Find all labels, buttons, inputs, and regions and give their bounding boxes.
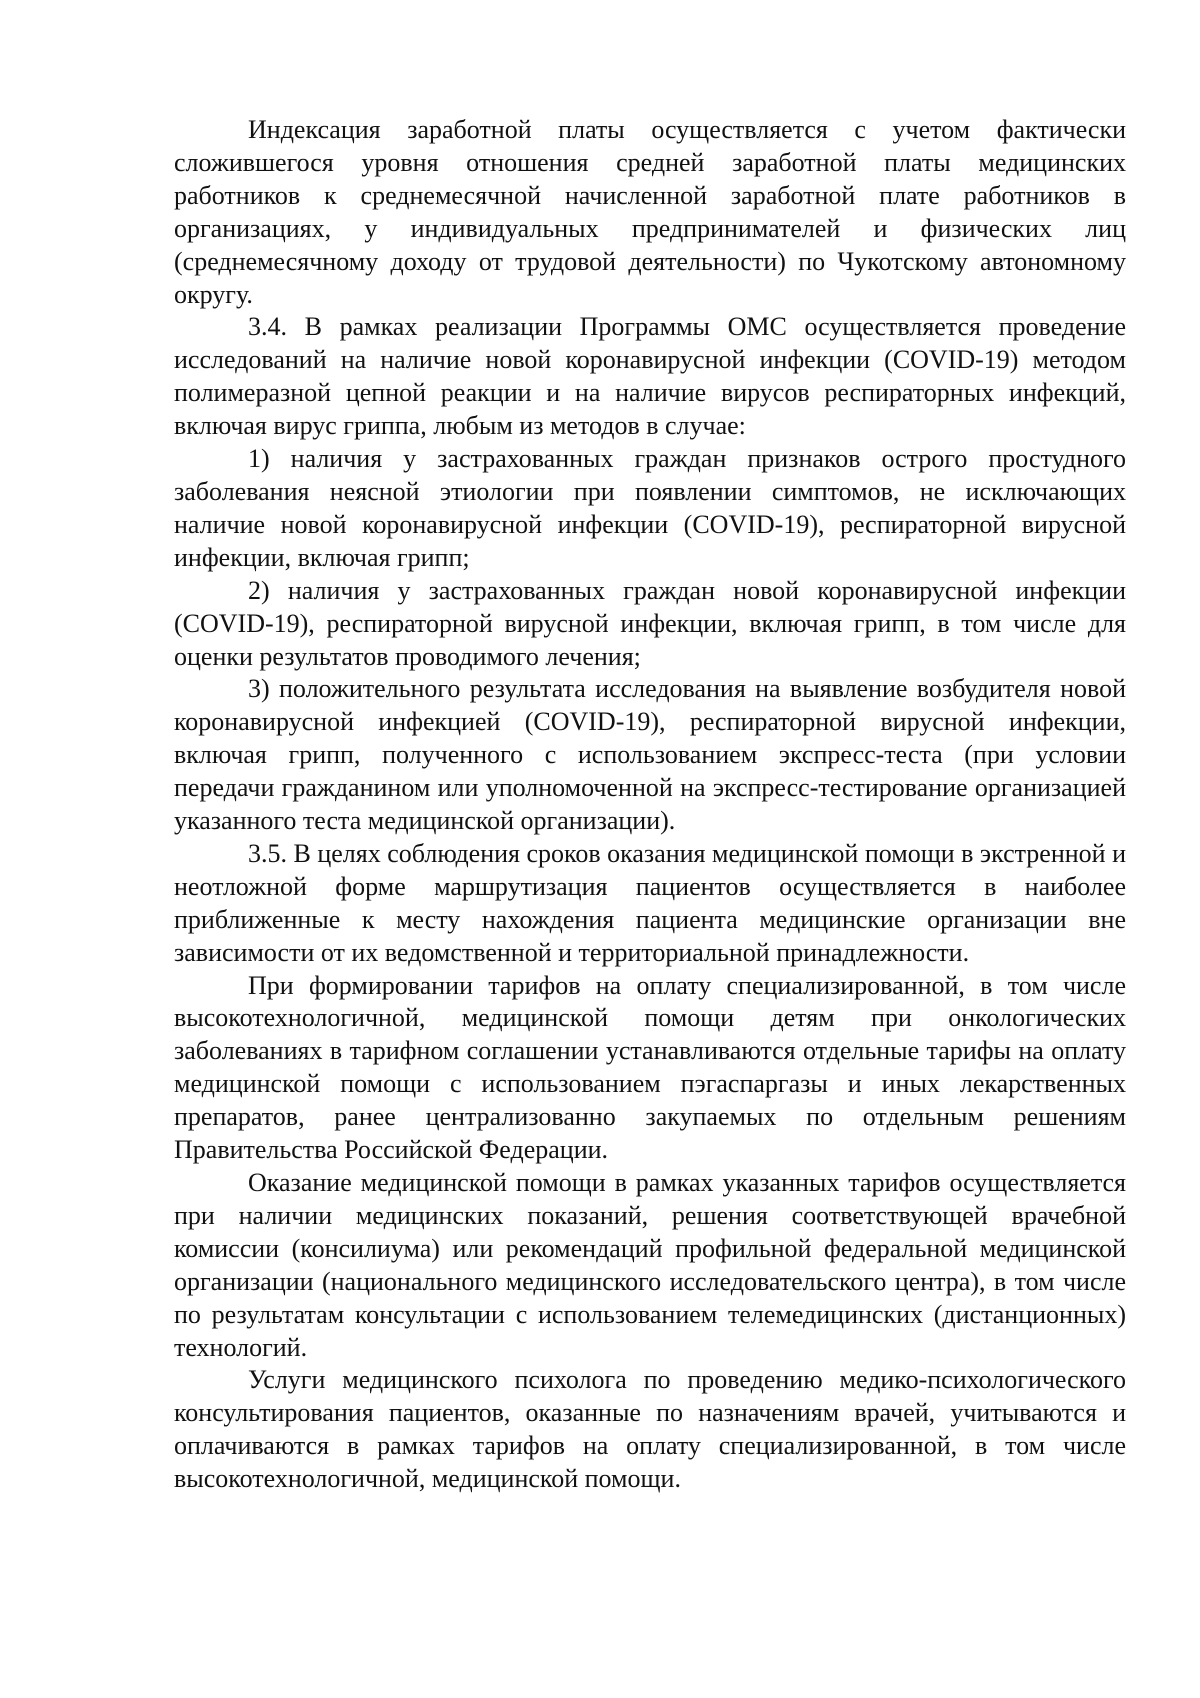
paragraph-psychologist-services: Услуги медицинского психолога по проведению медико-психологического консультирования пациентов, оказанные по назначениям врачей, учитываются и оплачиваются в рамках тарифов на оплату специализированной, в том числе высокотехнологичной, медицинской помощи. xyxy=(174,1365,1126,1494)
paragraph-tariff-conditions: Оказание медицинской помощи в рамках указанных тарифов осуществляется при наличии медицинских показаний, решения соответствующей врачебной комиссии (консилиума) или рекомендаций профильной федеральной медицинской организации (национального медицинского исследовательского центра), в том числе по результатам консультации с использованием телемедицинских (дистанционных) технологий. xyxy=(174,1168,1126,1362)
paragraph-3-4-item-2: 2) наличия у застрахованных граждан новой коронавирусной инфекции (COVID-19), респираторной вирусной инфекции, включая грипп, в том числе для оценки результатов проводимого лечения; xyxy=(174,575,1126,671)
paragraph-3-4-covid-testing: 3.4. В рамках реализации Программы ОМС осуществляется проведение исследований на наличие новой коронавирусной инфекции (COVID-19) методом полимеразной цепной реакции и на наличие вирусов респираторных инфекций, включая вирус гриппа, любым из методов в случае: xyxy=(174,312,1126,441)
paragraph-oncology-tariffs: При формировании тарифов на оплату специализированной, в том числе высокотехнологичной, медицинской помощи детям при онкологических заболеваниях в тарифном соглашении устанавливаются отдельные тарифы на оплату медицинской помощи с использованием пэгаспаргазы и иных лекарственных препаратов, ранее централизованно закупаемых по отдельным решениям Правительства Российской Федерации. xyxy=(174,970,1126,1165)
document-body xyxy=(174,114,1126,1496)
paragraph-3-4-item-1: 1) наличия у застрахованных граждан признаков острого простудного заболевания неясной этиологии при появлении симптомов, не исключающих наличие новой коронавирусной инфекции (COVID-19), респираторной вирусной инфекции, включая грипп; xyxy=(174,444,1126,572)
paragraph-salary-indexation: Индексация заработной платы осуществляется с учетом фактически сложившегося уровня отношения средней заработной платы медицинских работников к среднемесячной начисленной заработной плате работников в организациях, у индивидуальных предпринимателей и физических лиц (среднемесячному доходу от трудовой деятельности) по Чукотскому автономному округу. xyxy=(174,115,1126,309)
paragraph-3-5-routing: 3.5. В целях соблюдения сроков оказания медицинской помощи в экстренной и неотложной форме маршрутизация пациентов осуществляется в наиболее приближенные к месту нахождения пациента медицинские организации вне зависимости от их ведомственной и территориальной принадлежности. xyxy=(174,838,1126,967)
paragraph-3-4-item-3: 3) положительного результата исследования на выявление возбудителя новой коронавирусной инфекцией (COVID-19), респираторной вирусной инфекции, включая грипп, полученного с использованием экспресс-теста (при условии передачи гражданином или уполномоченной на экспресс-тестирование организацией указанного теста медицинской организации). xyxy=(174,674,1126,836)
